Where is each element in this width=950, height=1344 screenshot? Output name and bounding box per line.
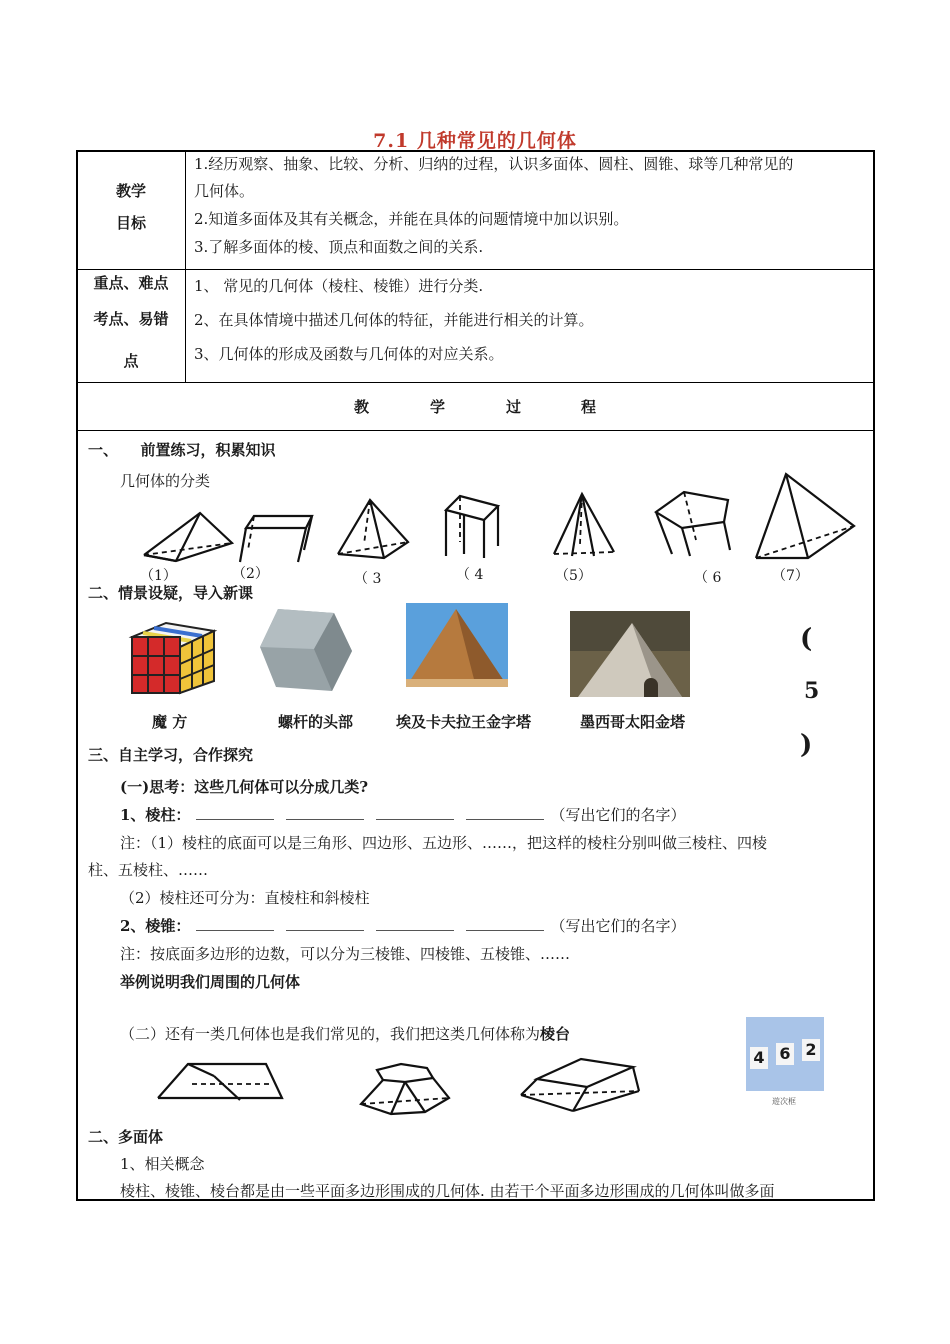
keypoint-3: 3、几何体的形成及函数与几何体的对应关系。: [194, 345, 504, 363]
prism-blank-3[interactable]: [376, 805, 454, 820]
frustum-text: （二）还有一类几何体也是我们常见的，我们把这类几何体称为: [120, 1025, 541, 1043]
picture-caption-bolt: 螺杆的头部: [278, 713, 354, 731]
prism-fill-line: [120, 804, 685, 825]
triangular-prism-icon: [140, 505, 240, 563]
sun-pyramid-image: [570, 611, 690, 697]
row-divider: [76, 430, 875, 431]
process-heading-char: 教: [354, 398, 370, 416]
pyramid-fill-line: [120, 915, 685, 936]
shape-caption-5: （5）: [555, 568, 592, 584]
pyramid-blank-2[interactable]: [286, 916, 364, 931]
shape-caption-6: （ 6: [694, 570, 722, 586]
keypoints-label-3: 点: [123, 352, 139, 370]
objectives-label-1: 教学: [115, 182, 146, 200]
rectangular-prism-icon: [440, 492, 506, 562]
picture-caption-rubiks: 魔 方: [152, 713, 188, 731]
dice-number: 6: [776, 1043, 794, 1065]
shape-caption-3: （ 3: [354, 571, 382, 587]
frustum-line: [120, 1023, 570, 1044]
section-3-heading: 三、自主学习，合作探究: [88, 746, 254, 764]
pyramid-label: 2、棱锥：: [120, 917, 191, 935]
frustum-term: 棱台: [540, 1025, 571, 1043]
prism-note-1-line-2: 柱、五棱柱、……: [88, 861, 209, 879]
side-number: 5: [804, 678, 820, 704]
square-pyramid-icon: [334, 498, 414, 560]
side-paren-close: ): [800, 730, 813, 760]
section-4-subheading: 1、相关概念: [120, 1155, 205, 1173]
prism-blank-2[interactable]: [286, 805, 364, 820]
process-heading-char: 学: [430, 398, 446, 416]
keypoint-1: 1、 常见的几何体（棱柱、棱锥）进行分类.: [194, 277, 484, 295]
prism-hint: （写出它们的名字）: [550, 806, 686, 824]
tall-pyramid-icon: [752, 470, 858, 562]
keypoints-label-1: 重点、难点: [93, 274, 169, 292]
khafre-pyramid-image: [406, 603, 508, 687]
thumbnail-caption: 遊次框: [772, 1097, 796, 1106]
bolt-head-image: [256, 605, 356, 695]
square-frustum-icon: [517, 1057, 643, 1117]
objective-3: 3.了解多面体的棱、顶点和面数之间的关系.: [194, 238, 484, 256]
oblique-prism-icon: [236, 510, 316, 565]
dice-number: 4: [750, 1047, 768, 1069]
dice-thumbnail: [746, 1017, 824, 1091]
section-1-heading: 一、 前置练习，积累知识: [88, 441, 276, 459]
pentagonal-pyramid-icon: [550, 492, 620, 560]
pyramid-blank-4[interactable]: [466, 916, 544, 931]
column-divider: [185, 150, 186, 382]
triangular-frustum-icon: [152, 1060, 286, 1104]
pyramid-blank-1[interactable]: [196, 916, 274, 931]
row-divider: [76, 269, 875, 270]
shape-caption-2: （2）: [232, 566, 269, 582]
shape-caption-4: （ 4: [456, 567, 484, 583]
objective-1-line-2: 几何体。: [194, 182, 255, 200]
dice-number: 2: [802, 1039, 820, 1061]
pyramid-blank-3[interactable]: [376, 916, 454, 931]
objectives-label-2: 目标: [115, 214, 146, 232]
prism-note-1-line-1: 注：（1）棱柱的底面可以是三角形、四边形、五边形、……，把这样的棱柱分别叫做三棱柱、四棱: [120, 834, 768, 852]
think-question: (一)思考：这些几何体可以分成几类?: [120, 778, 368, 796]
pentagonal-frustum-icon: [355, 1062, 455, 1116]
process-heading-char: 过: [506, 398, 522, 416]
pentagonal-prism-icon: [650, 488, 736, 560]
objective-1-line-1: 1.经历观察、抽象、比较、分析、归纳的过程，认识多面体、圆柱、圆锥、球等几种常见的: [194, 155, 794, 173]
pyramid-hint: （写出它们的名字）: [550, 917, 686, 935]
page-title: 7.1 几种常见的几何体: [373, 130, 577, 152]
pyramid-note: 注：按底面多边形的边数，可以分为三棱锥、四棱锥、五棱锥、……: [120, 945, 571, 963]
shape-caption-7: （7）: [772, 568, 809, 584]
prism-blank-1[interactable]: [196, 805, 274, 820]
picture-caption-sun: 墨西哥太阳金塔: [580, 713, 686, 731]
process-heading-char: 程: [581, 398, 597, 416]
rubiks-cube-image: [128, 619, 218, 697]
section-4-heading: 二、多面体: [88, 1128, 164, 1146]
objective-2: 2.知道多面体及其有关概念，并能在具体的问题情境中加以识别。: [194, 210, 629, 228]
prism-note-2: （2）棱柱还可分为：直棱柱和斜棱柱: [120, 889, 370, 907]
picture-caption-khafre: 埃及卡夫拉王金字塔: [396, 713, 532, 731]
shape-caption-1: （1）: [140, 568, 177, 584]
side-paren-open: (: [800, 624, 813, 654]
section-2-heading: 二、情景设疑，导入新课: [88, 584, 254, 602]
prism-label: 1、棱柱：: [120, 806, 191, 824]
section-1-subtitle: 几何体的分类: [120, 472, 211, 490]
example-prompt: 举例说明我们周围的几何体: [120, 973, 301, 991]
keypoints-label-2: 考点、易错: [93, 310, 169, 328]
keypoint-2: 2、在具体情境中描述几何体的特征，并能进行相关的计算。: [194, 311, 594, 329]
polyhedron-definition: 棱柱、棱锥、棱台都是由一些平面多边形围成的几何体. 由若干个平面多边形围成的几何体叫做多面: [120, 1182, 775, 1200]
row-divider: [76, 382, 875, 383]
prism-blank-4[interactable]: [466, 805, 544, 820]
